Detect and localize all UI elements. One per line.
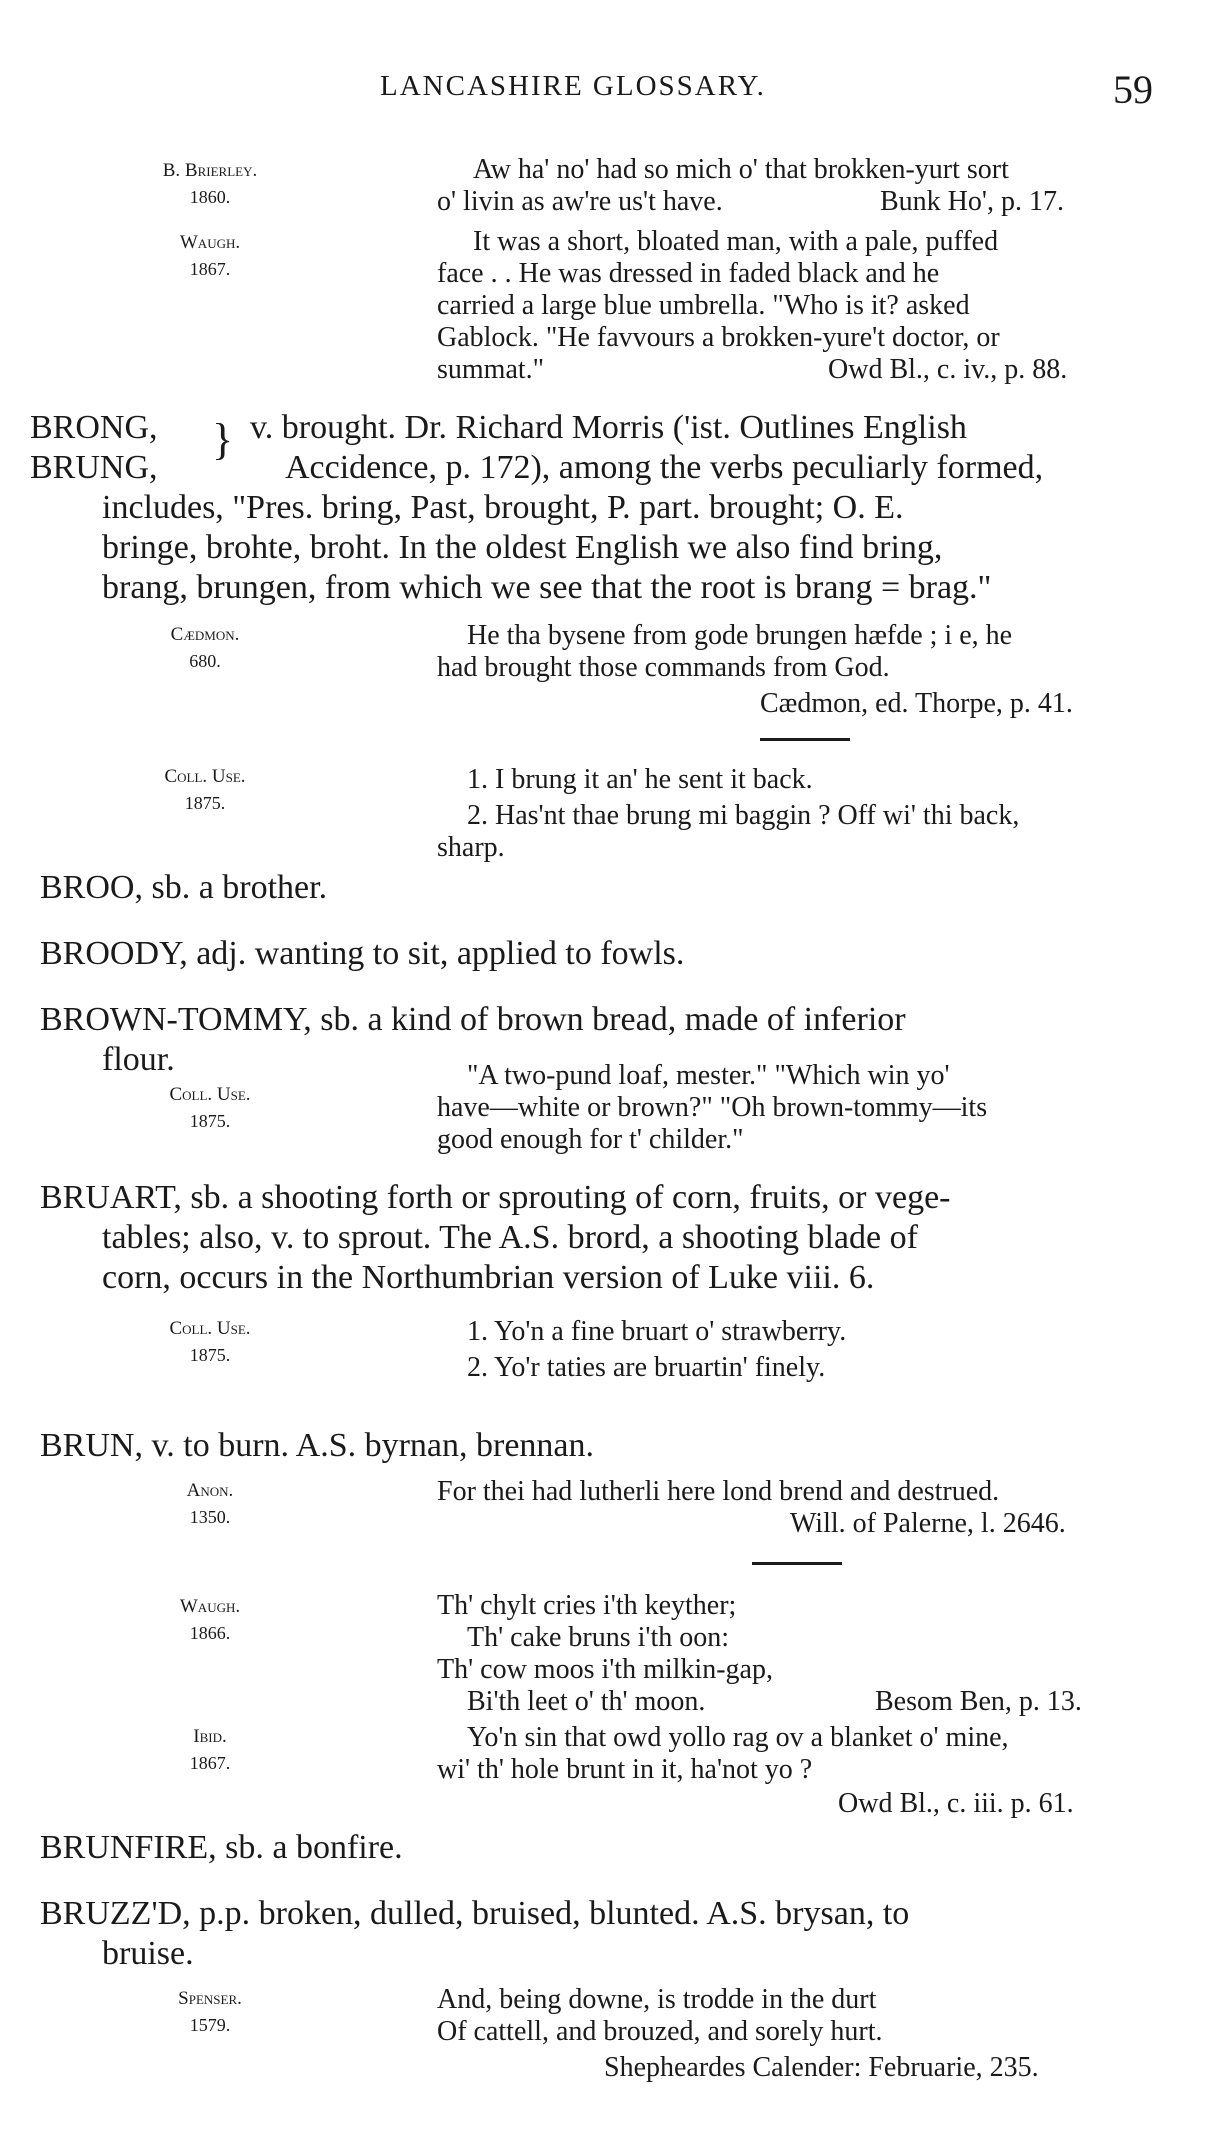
quote-line: carried a large blue umbrella. "Who is it? asked (437, 290, 970, 321)
entry (40, 1178, 1180, 1298)
source-author: Spenser. (178, 1988, 242, 2009)
verse-line: Th' chylt cries i'th keyther; (437, 1590, 737, 1621)
entry-definition: flour. (102, 1041, 175, 1078)
entry-definition: v. brought. Dr. Richard Morris ('ist. Outlines English (250, 409, 967, 446)
quote-line: Aw ha' no' had so mich o' that brokken-yurt sort (473, 154, 1009, 185)
divider-rule (760, 738, 850, 741)
definition-line: BRUART, sb. a shooting forth or sprouting of corn, fruits, or vege- (40, 1179, 951, 1216)
verse-line: Th' cow moos i'th milkin-gap, (437, 1654, 773, 1685)
source-label (120, 1986, 300, 2038)
source-year: 680. (189, 651, 221, 671)
quotation (437, 1060, 1157, 1156)
quote-line: summat." (437, 354, 545, 385)
divider-rule (752, 1562, 842, 1565)
quote-line: wi' th' hole brunt in it, ha'not yo ? (437, 1754, 813, 1785)
definition-line: corn, occurs in the Northumbrian version of Luke viii. 6. (102, 1259, 875, 1296)
source-year: 1866. (189, 1623, 231, 1643)
quote-line: good enough for t' childer." (437, 1124, 744, 1155)
entry-headword-line: BRUZZ'D, p.p. broken, dulled, bruised, blunted. A.S. brysan, to (40, 1895, 910, 1932)
definition-line: brang, brungen, from which we see that the root is brang = brag." (102, 569, 992, 606)
definition-line: includes, "Pres. bring, Past, brought, P. part. brought; O. E. (102, 489, 904, 526)
source-year: 1867. (189, 1753, 231, 1773)
source-label (115, 764, 295, 816)
source-author: B. Brierley. (162, 160, 258, 181)
verse-line: Th' cake bruns i'th oon: (467, 1622, 730, 1653)
source-year: 1579. (189, 2015, 231, 2035)
quote-line: It was a short, bloated man, with a pale, puffed (473, 226, 999, 257)
quote-line: have—white or brown?" "Oh brown-tommy—its (437, 1092, 988, 1123)
quote-line: o' livin as aw're us't have. (437, 186, 723, 217)
entry-definition: bruise. (102, 1935, 194, 1972)
entry: BRUN, v. to burn. A.S. byrnan, brennan. (40, 1427, 595, 1464)
quotation (437, 1722, 1177, 1786)
source-year: 1867. (189, 259, 231, 279)
entry: BROO, sb. a brother. (40, 869, 328, 906)
verse-line: Bi'th leet o' th' moon. (467, 1686, 706, 1717)
entry-definition: Accidence, p. 172), among the verbs peculiarly formed, (285, 449, 1044, 486)
source-author: Cædmon. (170, 624, 240, 645)
definition-line: tables; also, v. to sprout. The A.S. brord, a shooting blade of (102, 1219, 918, 1256)
source-label (115, 622, 295, 674)
quote-line: He tha bysene from gode brungen hæfde ; i e, he (467, 620, 1013, 651)
brace-icon: } (212, 415, 234, 464)
source-year: 1860. (189, 187, 231, 207)
entry: BROODY, adj. wanting to sit, applied to fowls. (40, 935, 685, 972)
citation: Besom Ben, p. 13. (875, 1686, 1082, 1717)
source-label (120, 230, 300, 282)
quote-line: 2. Yo'r taties are bruartin' finely. (467, 1352, 826, 1383)
entry-headword: BRONG, (30, 409, 158, 446)
source-label (120, 158, 300, 210)
source-year: 1875. (184, 793, 226, 813)
source-label (120, 1316, 300, 1368)
entry: BRUNFIRE, sb. a bonfire. (40, 1829, 403, 1866)
source-year: 1875. (189, 1345, 231, 1365)
quote-line: sharp. (437, 832, 505, 863)
page-number: 59 (1113, 67, 1153, 112)
citation: Will. of Palerne, l. 2646. (790, 1508, 1066, 1539)
quote-line: had brought those commands from God. (437, 652, 890, 683)
quote-line: face . . He was dressed in faded black and he (437, 258, 940, 289)
source-author: Waugh. (179, 232, 241, 253)
source-author: Ibid. (193, 1726, 227, 1747)
quote-line: Gablock. "He favvours a brokken-yure't doctor, or (437, 322, 1000, 353)
citation: Shepheardes Calender: Februarie, 235. (604, 2052, 1039, 2083)
quote-line: Yo'n sin that owd yollo rag ov a blanket o' mine, (467, 1722, 1009, 1753)
quote-line: "A two-pund loaf, mester." "Which win yo' (467, 1060, 950, 1091)
citation: Owd Bl., c. iv., p. 88. (828, 354, 1068, 385)
quote-line: For thei had lutherli here lond brend and destrued. (437, 1476, 1000, 1507)
source-label (120, 1724, 300, 1776)
source-author: Coll. Use. (164, 766, 246, 787)
quote-line: 1. I brung it an' he sent it back. (467, 764, 813, 795)
entry-definition (102, 488, 1182, 608)
citation: Owd Bl., c. iii. p. 61. (838, 1788, 1074, 1819)
verse (437, 1984, 1177, 2048)
source-label (120, 1478, 300, 1530)
citation: Cædmon, ed. Thorpe, p. 41. (760, 688, 1073, 719)
entry-headword: BRUNG, (30, 449, 158, 486)
quotation (437, 800, 1157, 864)
source-year: 1875. (189, 1111, 231, 1131)
source-author: Waugh. (179, 1596, 241, 1617)
source-author: Coll. Use. (169, 1318, 251, 1339)
source-author: Anon. (186, 1480, 234, 1501)
running-header: LANCASHIRE GLOSSARY. (380, 70, 766, 102)
quotation (437, 620, 1157, 684)
source-label (120, 1082, 300, 1134)
quote-line: 2. Has'nt thae brung mi baggin ? Off wi' thi back, (467, 800, 1020, 831)
source-author: Coll. Use. (169, 1084, 251, 1105)
verse-line: And, being downe, is trodde in the durt (437, 1984, 877, 2015)
source-year: 1350. (189, 1507, 231, 1527)
definition-line: bringe, brohte, broht. In the oldest English we also find bring, (102, 529, 943, 566)
source-label (120, 1594, 300, 1646)
entry-headword-line: BROWN-TOMMY, sb. a kind of brown bread, made of inferior (40, 1001, 906, 1038)
citation: Bunk Ho', p. 17. (880, 186, 1064, 217)
quote-line: 1. Yo'n a fine bruart o' strawberry. (467, 1316, 847, 1347)
verse-line: Of cattell, and brouzed, and sorely hurt. (437, 2016, 883, 2047)
